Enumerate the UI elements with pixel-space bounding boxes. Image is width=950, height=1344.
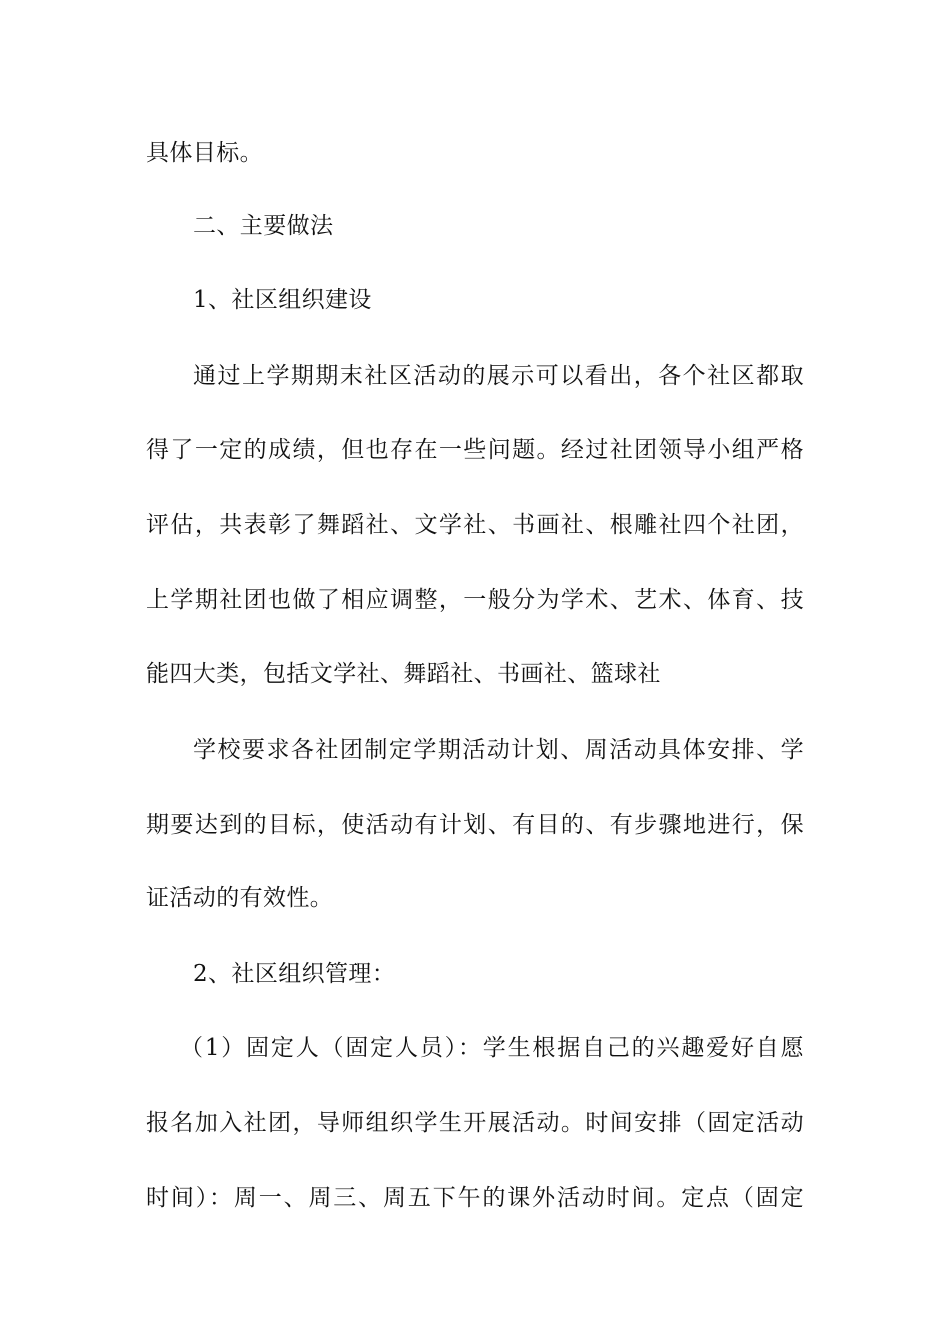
subsection-heading: 2、社区组织管理：: [193, 961, 396, 987]
text-line: 能四大类，包括文学社、舞蹈社、书画社、篮球社: [146, 661, 661, 687]
text-line: （1）固定人（固定人员）：学生根据自己的兴趣爱好自愿: [180, 1035, 804, 1061]
text-line: 报名加入社团，导师组织学生开展活动。时间安排（固定活动: [146, 1110, 804, 1136]
text-line: 上学期社团也做了相应调整，一般分为学术、艺术、体育、技: [146, 587, 804, 613]
text-line: 通过上学期期末社区活动的展示可以看出，各个社区都取: [193, 363, 804, 389]
text-line: 学校要求各社团制定学期活动计划、周活动具体安排、学: [193, 737, 804, 763]
subsection-heading: 1、社区组织建设: [193, 287, 372, 313]
text-line: 时间）：周一、周三、周五下午的课外活动时间。定点（固定: [146, 1185, 804, 1211]
text-line: 得了一定的成绩，但也存在一些问题。经过社团领导小组严格: [146, 437, 804, 463]
section-heading: 二、主要做法: [193, 213, 334, 239]
text-line: 评估，共表彰了舞蹈社、文学社、书画社、根雕社四个社团，: [146, 512, 804, 538]
text-line: 证活动的有效性。: [146, 885, 334, 911]
text-line: 具体目标。: [146, 140, 263, 166]
text-line: 期要达到的目标，使活动有计划、有目的、有步骤地进行，保: [146, 812, 804, 838]
